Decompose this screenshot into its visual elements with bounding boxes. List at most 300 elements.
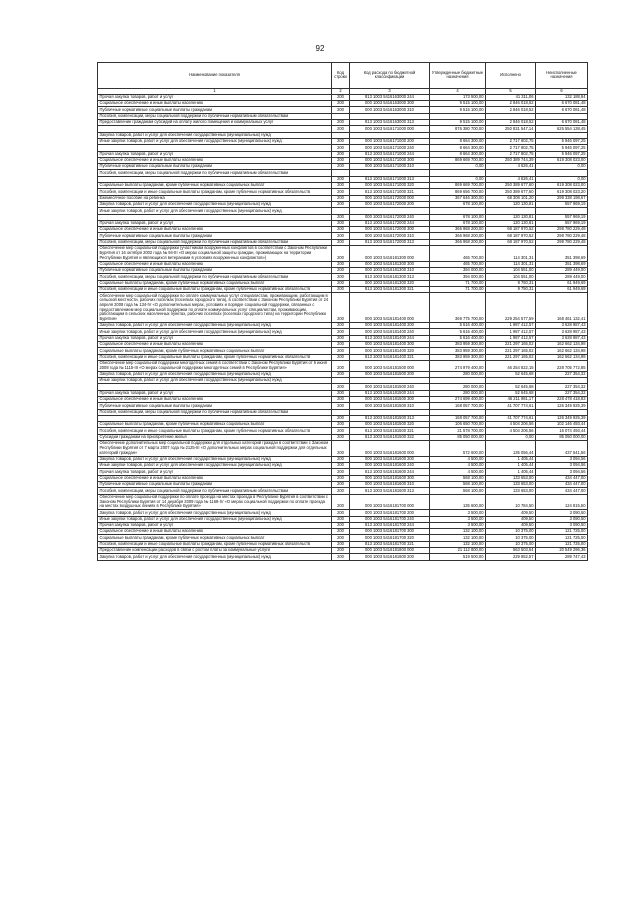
row-name: Прочая закупка товаров, работ и услуг <box>98 151 332 157</box>
table-row <box>98 335 588 341</box>
row-executed: 114 301,31 <box>486 261 536 267</box>
row-approved: 173 500,00 <box>430 94 486 100</box>
row-approved: 572 600,00 <box>430 441 486 457</box>
row-name: Ежемесячное пособие на ребенка <box>98 195 332 201</box>
row-budget-code: 000 1003 5416181400 000 <box>350 293 430 323</box>
row-remaining: 168 461 132,41 <box>536 293 588 323</box>
row-budget-code: 000 1003 5416171000 310 <box>350 164 430 170</box>
row-approved: 132 100,00 <box>430 535 486 541</box>
row-name: Социальное обеспечение и иные выплаты населению <box>98 101 332 107</box>
table-row <box>98 201 588 207</box>
row-approved: 383 959 300,00 <box>430 348 486 354</box>
table-row <box>98 441 588 457</box>
table-row <box>98 268 588 274</box>
row-executed: 4 504 206,56 <box>486 428 536 434</box>
row-line-code: 200 <box>332 456 350 462</box>
row-name: Пособия, компенсации, меры социальной поддержки по публичным нормативным обязательствам <box>98 409 332 415</box>
row-executed: 52 645,68 <box>486 371 536 377</box>
row-line-code: 200 <box>332 164 350 170</box>
row-budget-code: 000 1003 5416181400 320 <box>350 348 430 354</box>
row-name: Иные закупки товаров, работ и услуг для обеспечения государственных (муниципальных) нужд <box>98 329 332 335</box>
row-approved: 383 959 300,00 <box>430 354 486 360</box>
row-budget-code: 000 1003 5416181800 200 <box>350 554 430 560</box>
row-approved: 5 616 400,00 <box>430 335 486 341</box>
row-approved: 9 515 100,00 <box>430 107 486 113</box>
row-remaining: 6 670 081,48 <box>536 107 588 113</box>
row-executed: 221 297 165,02 <box>486 341 536 347</box>
row-approved: 367 646 300,00 <box>430 195 486 201</box>
row-budget-code: 000 1003 5416181600 300 <box>350 475 430 481</box>
row-executed: 68 187 970,52 <box>486 233 536 239</box>
row-line-code: 200 <box>332 293 350 323</box>
row-line-code: 200 <box>332 360 350 371</box>
table-row <box>98 220 588 226</box>
row-remaining: 619 308 023,00 <box>536 157 588 163</box>
row-executed: 1 987 412,57 <box>486 323 536 329</box>
header-executed: Исполнено <box>486 63 536 89</box>
row-name: Социальное обеспечение и иные выплаты населению <box>98 396 332 402</box>
column-number: 2 <box>332 88 350 94</box>
row-line-code: 200 <box>332 541 350 547</box>
row-executed: 104 551,00 <box>486 274 536 280</box>
row-line-code: 200 <box>332 481 350 487</box>
row-budget-code: 000 1003 5416181700 320 <box>350 535 430 541</box>
table-row <box>98 475 588 481</box>
row-remaining: 121 725,00 <box>536 541 588 547</box>
row-line-code: 200 <box>332 227 350 233</box>
row-line-code: 200 <box>332 120 350 126</box>
row-executed: 1 405,44 <box>486 456 536 462</box>
row-line-code: 200 <box>332 554 350 560</box>
row-line-code: 200 <box>332 403 350 409</box>
row-approved: 280 000,00 <box>430 371 486 377</box>
row-name: Социальные выплаты гражданам, кроме публичных нормативных социальных выплат <box>98 348 332 354</box>
row-executed: 9 750,31 <box>486 280 536 286</box>
row-line-code: 200 <box>332 548 350 554</box>
row-approved: 8 664 300,00 <box>430 151 486 157</box>
row-approved: 869 669 700,00 <box>430 157 486 163</box>
table-row <box>98 151 588 157</box>
row-approved: 678 100,00 <box>430 201 486 207</box>
row-approved: 678 100,00 <box>430 214 486 220</box>
row-line-code: 200 <box>332 422 350 428</box>
row-budget-code: 000 1003 5416181400 200 <box>350 323 430 329</box>
row-remaining: 162 662 134,98 <box>536 348 588 354</box>
row-budget-code: 000 1003 5416181700 000 <box>350 494 430 510</box>
row-executed: 229 852,57 <box>486 554 536 560</box>
row-executed: 46 211 981,17 <box>486 396 536 402</box>
row-budget-code: 813 1003 5416181500 321 <box>350 428 430 434</box>
row-budget-code: 813 1003 5416181300 321 <box>350 286 430 292</box>
row-budget-code: 000 1003 5416171000 300 <box>350 157 430 163</box>
row-remaining: 3 090,50 <box>536 522 588 528</box>
row-executed: 41 707 774,61 <box>486 415 536 421</box>
row-remaining: 6 670 081,48 <box>536 120 588 126</box>
row-budget-code: 000 1003 5416163000 310 <box>350 107 430 113</box>
row-line-code: 200 <box>332 329 350 335</box>
row-line-code: 200 <box>332 354 350 360</box>
row-remaining: 298 780 229,48 <box>536 227 588 233</box>
row-line-code: 200 <box>332 201 350 207</box>
row-remaining: 3 094,56 <box>536 456 588 462</box>
row-approved: 568 100,00 <box>430 475 486 481</box>
row-approved: 9 515 100,00 <box>430 120 486 126</box>
row-name: Социальные выплаты гражданам, кроме публичных нормативных социальных выплат <box>98 280 332 286</box>
row-remaining: 228 478 418,83 <box>536 396 588 402</box>
row-line-code: 200 <box>332 268 350 274</box>
table-row <box>98 554 588 560</box>
row-remaining: 162 662 134,98 <box>536 341 588 347</box>
row-executed: 1 987 412,57 <box>486 335 536 341</box>
row-remaining: 619 308 023,00 <box>536 183 588 189</box>
row-name: Прочая закупка товаров, работ и услуг <box>98 522 332 528</box>
row-name: Социальные выплаты гражданам, кроме публичных нормативных социальных выплат <box>98 535 332 541</box>
row-approved: 21 578 700,00 <box>430 428 486 434</box>
row-name: Публичные нормативные социальные выплаты гражданам <box>98 268 332 274</box>
row-approved: 8 664 300,00 <box>430 145 486 151</box>
row-approved: 519 500,00 <box>430 554 486 560</box>
row-remaining: 162 662 134,98 <box>536 354 588 360</box>
row-budget-code: 000 1003 5416181300 300 <box>350 261 430 267</box>
row-name: Иные закупки товаров, работ и услуг для обеспечения государственных (муниципальных) нужд <box>98 463 332 469</box>
row-approved: 465 700,00 <box>430 261 486 267</box>
row-budget-code: 813 1003 5416181300 313 <box>350 274 430 280</box>
row-approved: 135 600,00 <box>430 494 486 510</box>
row-approved: 568 100,00 <box>430 481 486 487</box>
row-executed: 68 187 970,52 <box>486 227 536 233</box>
budget-execution-table <box>97 62 588 561</box>
row-executed: 4 626,41 <box>486 164 536 170</box>
row-line-code: 200 <box>332 463 350 469</box>
row-budget-code: 000 1003 5416181500 310 <box>350 403 430 409</box>
row-name: Закупка товаров, работ и услуг для обеспечения государственных (муниципальных) нужд <box>98 371 332 377</box>
row-executed: 221 297 165,02 <box>486 348 536 354</box>
row-line-code: 200 <box>332 126 350 132</box>
page-number: 92 <box>315 44 325 53</box>
row-name: Публичные нормативные социальные выплаты гражданам <box>98 233 332 239</box>
row-budget-code: 000 1003 5416163000 300 <box>350 101 430 107</box>
row-name: Прочая закупка товаров, работ и услуг <box>98 335 332 341</box>
row-remaining: 126 349 925,39 <box>536 415 588 421</box>
row-approved: 21 112 800,00 <box>430 548 486 554</box>
table-row <box>98 428 588 434</box>
row-approved: 465 700,00 <box>430 246 486 262</box>
row-line-code: 200 <box>332 151 350 157</box>
row-budget-code: 813 1003 5416181500 322 <box>350 434 430 440</box>
row-executed: 2 846 018,52 <box>486 120 536 126</box>
row-budget-code: 000 1003 5416181500 200 <box>350 371 430 377</box>
row-line-code: 200 <box>332 145 350 151</box>
row-name: Иные закупки товаров, работ и услуг для обеспечения государственных (муниципальных) нужд <box>98 516 332 522</box>
row-line-code: 200 <box>332 516 350 522</box>
row-remaining: 3 090,50 <box>536 510 588 516</box>
table-row <box>98 246 588 262</box>
row-budget-code: 813 1003 5416171000 313 <box>350 176 430 182</box>
row-remaining: 557 969,19 <box>536 214 588 220</box>
row-remaining: 227 354,32 <box>536 371 588 377</box>
row-budget-code: 813 1003 5416181700 244 <box>350 522 430 528</box>
table-row <box>98 293 588 323</box>
column-number: 3 <box>350 88 430 94</box>
row-name: Пособия, компенсации и иные социальные выплаты гражданам, кроме публичных нормативных обязательств <box>98 286 332 292</box>
row-approved: 0,00 <box>430 176 486 182</box>
row-budget-code: 000 1003 5416181500 320 <box>350 422 430 428</box>
table-row <box>98 348 588 354</box>
row-executed: 120 130,81 <box>486 201 536 207</box>
row-budget-code: 000 1003 5416181300 000 <box>350 246 430 262</box>
row-executed: 2 717 802,75 <box>486 138 536 144</box>
row-name: Публичные нормативные социальные выплаты гражданам <box>98 403 332 409</box>
table-header-row <box>98 63 588 89</box>
row-name: Пособия, компенсации, меры социальной поддержки по публичным нормативным обязательствам <box>98 113 332 119</box>
table-row <box>98 494 588 510</box>
row-line-code: 200 <box>332 522 350 528</box>
row-remaining: 434 447,00 <box>536 475 588 481</box>
row-approved: 132 100,00 <box>430 529 486 535</box>
row-remaining: 557 969,19 <box>536 201 588 207</box>
row-line-code: 200 <box>332 469 350 475</box>
row-name: Пособия, компенсации и иные социальные выплаты гражданам, кроме публичных нормативных обязательств <box>98 189 332 195</box>
row-remaining: 124 815,50 <box>536 494 588 510</box>
row-name: Обеспечение мер социальной поддержки (участникам вооруженных конфликтов в соответствии с Законом Республики Бурятия от 16 октября 2002 года № 94-III «О мерах социальной защиты граждан, проживающих на территории Республики Бурятия и являющихся ветеранами в условиях вооруженных конфликтов») <box>98 246 332 262</box>
table-row <box>98 396 588 402</box>
row-approved: 0,00 <box>430 164 486 170</box>
row-approved: 85 050 000,00 <box>430 434 486 440</box>
row-executed: 68 308 101,20 <box>486 195 536 201</box>
row-executed: 250 389 744,39 <box>486 157 536 163</box>
row-name: Закупка товаров, работ и услуг для обеспечения государственных (муниципальных) нужд <box>98 510 332 516</box>
row-remaining: 5 946 097,25 <box>536 138 588 144</box>
row-budget-code: 000 1003 5416181600 310 <box>350 481 430 487</box>
row-remaining: 0,00 <box>536 176 588 182</box>
row-line-code: 200 <box>332 371 350 377</box>
row-remaining: 557 969,19 <box>536 220 588 226</box>
row-name: Иные закупки товаров, работ и услуг для обеспечения государственных (муниципальных) нужд <box>98 208 332 214</box>
row-name: Пособия, компенсации, меры социальной поддержки по публичным нормативным обязательствам <box>98 488 332 494</box>
row-budget-code: 000 1003 5416181600 240 <box>350 463 430 469</box>
table-row <box>98 120 588 126</box>
row-budget-code: 000 1003 5416172000 200 <box>350 201 430 207</box>
row-name: Закупка товаров, работ и услуг для обеспечения государственных (муниципальных) нужд <box>98 554 332 560</box>
column-number: 6 <box>536 88 588 94</box>
row-executed: 250 831 547,14 <box>486 126 536 132</box>
row-budget-code: 813 1003 5416181400 321 <box>350 354 430 360</box>
row-remaining: 102 146 493,44 <box>536 422 588 428</box>
row-approved: 5 616 400,00 <box>430 329 486 335</box>
row-name: Пособия, компенсации и иные социальные выплаты гражданам, кроме публичных нормативных обязательств <box>98 354 332 360</box>
table-row <box>98 329 588 335</box>
row-line-code: 200 <box>332 348 350 354</box>
row-name: Публичные нормативные социальные выплаты гражданам <box>98 481 332 487</box>
row-line-code: 200 <box>332 220 350 226</box>
row-budget-code: 000 1003 5416181400 300 <box>350 341 430 347</box>
row-approved: 132 100,00 <box>430 541 486 547</box>
row-budget-code: 813 1003 5416171000 321 <box>350 189 430 195</box>
row-line-code: 200 <box>332 138 350 144</box>
row-executed: 41 311,06 <box>486 94 536 100</box>
column-number: 5 <box>486 88 536 94</box>
row-budget-code: 000 1003 5416181300 310 <box>350 268 430 274</box>
row-budget-code: 813 1003 5416171000 244 <box>350 151 430 157</box>
row-approved: 568 100,00 <box>430 488 486 494</box>
row-approved: 678 100,00 <box>430 220 486 226</box>
row-budget-code: 000 1003 5416172000 240 <box>350 214 430 220</box>
row-name: Пособия, компенсации, меры социальной поддержки по публичным нормативным обязательствам <box>98 274 332 280</box>
row-name: Обеспечение дополнительных мер социальной поддержки для отдельных категорий граждан в соответствии с Законом Республики Бурятия от 7 марта 2007 года № 2125-III «О дополнительных мерах социальной поддержки для отдельных категорий граждан» <box>98 441 332 457</box>
table-row <box>98 138 588 144</box>
row-remaining: 132 188,94 <box>536 94 588 100</box>
row-executed: 10 375,00 <box>486 535 536 541</box>
row-line-code: 200 <box>332 274 350 280</box>
row-line-code: 200 <box>332 239 350 245</box>
row-line-code: 200 <box>332 434 350 440</box>
row-name: Иные закупки товаров, работ и услуг для обеспечения государственных (муниципальных) нужд <box>98 378 332 384</box>
row-executed: 52 645,68 <box>486 390 536 396</box>
table-row <box>98 189 588 195</box>
row-remaining: 20 549 296,36 <box>536 548 588 554</box>
row-name: Публичные нормативные социальные выплаты гражданам <box>98 107 332 113</box>
row-approved: 394 000,00 <box>430 274 486 280</box>
row-name: Социальные выплаты гражданам, кроме публичных нормативных социальных выплат <box>98 422 332 428</box>
row-budget-code: 813 1003 5416181600 313 <box>350 488 430 494</box>
row-name: Субсидии гражданам на приобретение жилья <box>98 434 332 440</box>
row-line-code: 200 <box>332 183 350 189</box>
row-approved: 366 968 200,00 <box>430 239 486 245</box>
row-line-code: 200 <box>332 428 350 434</box>
row-budget-code: 000 1003 5416181300 320 <box>350 280 430 286</box>
row-line-code: 200 <box>332 246 350 262</box>
row-executed: 563 503,64 <box>486 548 536 554</box>
row-executed: 133 653,00 <box>486 481 536 487</box>
table-row <box>98 227 588 233</box>
table-row <box>98 360 588 371</box>
row-approved: 394 000,00 <box>430 268 486 274</box>
row-name: Социальное обеспечение и иные выплаты населению <box>98 475 332 481</box>
row-name: Пособия, компенсации и иные социальные выплаты гражданам, кроме публичных нормативных обязательств <box>98 428 332 434</box>
row-budget-code: 000 1003 5416171000 320 <box>350 183 430 189</box>
row-name: Социальное обеспечение и иные выплаты населению <box>98 227 332 233</box>
row-executed: 4 504 206,56 <box>486 422 536 428</box>
row-line-code: 200 <box>332 415 350 421</box>
row-executed: 4 626,41 <box>486 176 536 182</box>
row-approved: 4 500,00 <box>430 456 486 462</box>
row-approved: 4 500,00 <box>430 469 486 475</box>
row-name: Социальное обеспечение и иные выплаты населению <box>98 529 332 535</box>
row-budget-code: 813 1003 5416172000 313 <box>350 239 430 245</box>
row-executed: 2 846 018,52 <box>486 107 536 113</box>
row-executed: 10 375,00 <box>486 529 536 535</box>
row-executed: 120 130,81 <box>486 220 536 226</box>
row-line-code: 200 <box>332 396 350 402</box>
row-line-code: 200 <box>332 101 350 107</box>
header-line-code: Код строки <box>332 63 350 89</box>
table-row <box>98 548 588 554</box>
row-approved: 3 500,00 <box>430 510 486 516</box>
row-executed: 41 707 774,61 <box>486 403 536 409</box>
row-name: Социальное обеспечение и иные выплаты населению <box>98 261 332 267</box>
row-executed: 1 987 412,57 <box>486 329 536 335</box>
row-approved: 274 699 400,00 <box>430 396 486 402</box>
row-budget-code: 000 1003 5416172000 300 <box>350 227 430 233</box>
row-executed: 2 717 802,75 <box>486 145 536 151</box>
row-name: Обеспечение мер социальной поддержки по оплате коммунальных услуг специалистам, проживающим, работающим в сельской местности, рабочих поселках (поселках городского типа), в соответствии с Законом Республики Бурятия от 24 апреля 2008 года № 134-IV «О дополнительных мерах, условиях и порядке социальной поддержки, связанных с предоставлением мер социальной поддержки по оплате коммунальных услуг специалистам, проживающим, работающим в сельских населенных пунктах, рабочих поселках (поселках городского типа) на территории Республики Бурятия» <box>98 293 332 323</box>
row-line-code: 200 <box>332 107 350 113</box>
row-budget-code: 813 1003 5416181700 321 <box>350 541 430 547</box>
row-line-code: 200 <box>332 323 350 329</box>
row-remaining: 227 354,32 <box>536 384 588 390</box>
row-approved: 168 057 700,00 <box>430 415 486 421</box>
table-row <box>98 274 588 280</box>
row-remaining: 126 349 925,39 <box>536 403 588 409</box>
row-approved: 5 616 400,00 <box>430 323 486 329</box>
row-approved: 369 775 700,00 <box>430 293 486 323</box>
row-remaining: 298 780 229,48 <box>536 233 588 239</box>
row-executed: 52 645,68 <box>486 384 536 390</box>
row-remaining: 299 338 198,67 <box>536 195 588 201</box>
row-name: Прочая закупка товаров, работ и услуг <box>98 220 332 226</box>
row-name: Пособия, компенсации и иные социальные выплаты гражданам, кроме публичных нормативных обязательств <box>98 541 332 547</box>
row-line-code: 200 <box>332 529 350 535</box>
row-remaining: 121 725,00 <box>536 535 588 541</box>
row-line-code: 200 <box>332 286 350 292</box>
row-executed: 0,00 <box>486 434 536 440</box>
row-name: Публичные нормативные социальные выплаты гражданам <box>98 164 332 170</box>
row-budget-code: 813 1003 5416163000 313 <box>350 120 430 126</box>
row-remaining: 298 780 229,48 <box>536 239 588 245</box>
row-name: Обеспечение мер социальной поддержки многодетных семей в соответствии с Законом Республики Бурятия от 6 июня 2008 года № 1115-III «О мерах социальной поддержки многодетных семей в Республике Бурятия» <box>98 360 332 371</box>
row-line-code: 200 <box>332 280 350 286</box>
header-approved: Утвержденные бюджетные назначения <box>430 63 486 89</box>
row-remaining: 3 628 987,43 <box>536 329 588 335</box>
row-remaining: 5 946 097,25 <box>536 145 588 151</box>
row-line-code: 200 <box>332 233 350 239</box>
row-line-code: 200 <box>332 494 350 510</box>
row-executed: 9 750,31 <box>486 286 536 292</box>
row-remaining: 3 090,50 <box>536 516 588 522</box>
row-remaining: 3 628 987,43 <box>536 323 588 329</box>
row-budget-code: 000 1003 5416181700 200 <box>350 510 430 516</box>
row-approved: 71 700,00 <box>430 280 486 286</box>
row-line-code: 200 <box>332 261 350 267</box>
row-approved: 876 380 700,00 <box>430 126 486 132</box>
row-approved: 71 700,00 <box>430 286 486 292</box>
row-executed: 2 846 018,52 <box>486 101 536 107</box>
row-budget-code: 000 1003 5416171000 000 <box>350 126 430 132</box>
row-name: Пособия, компенсации, меры социальной поддержки по публичным нормативным обязательствам <box>98 239 332 245</box>
row-executed: 114 301,31 <box>486 246 536 262</box>
row-name: Социальное обеспечение и иные выплаты населению <box>98 157 332 163</box>
row-remaining: 5 946 097,25 <box>536 151 588 157</box>
row-line-code: 200 <box>332 189 350 195</box>
row-remaining: 227 354,32 <box>536 390 588 396</box>
row-name: Обеспечение мер социальной поддержки по оплате проезда на местах проезда в Республике Бурятия в соответствии с Законом Республики Бурятия от 14 декабря 2009 года № 1168-IV «О мерах социальной поддержки по оплате проезда на местах воздушных линиях в Республике Бурятия» <box>98 494 332 510</box>
row-remaining: 3 094,56 <box>536 463 588 469</box>
row-approved: 106 650 700,00 <box>430 422 486 428</box>
row-budget-code: 000 1003 5416181800 000 <box>350 548 430 554</box>
row-remaining: 6 670 081,48 <box>536 101 588 107</box>
row-executed: 1 405,44 <box>486 469 536 475</box>
row-line-code: 200 <box>332 94 350 100</box>
row-remaining: 16 074 493,44 <box>536 428 588 434</box>
row-name: Социальные выплаты гражданам, кроме публичных нормативных социальных выплат <box>98 183 332 189</box>
row-line-code: 200 <box>332 441 350 457</box>
table-row <box>98 354 588 360</box>
row-remaining: 3 628 987,43 <box>536 335 588 341</box>
row-budget-code: 813 1003 5416181400 244 <box>350 335 430 341</box>
row-approved: 366 968 200,00 <box>430 233 486 239</box>
row-name: Закупка товаров, работ и услуг для обеспечения государственных (муниципальных) нужд <box>98 323 332 329</box>
row-remaining: 289 449,00 <box>536 268 588 274</box>
